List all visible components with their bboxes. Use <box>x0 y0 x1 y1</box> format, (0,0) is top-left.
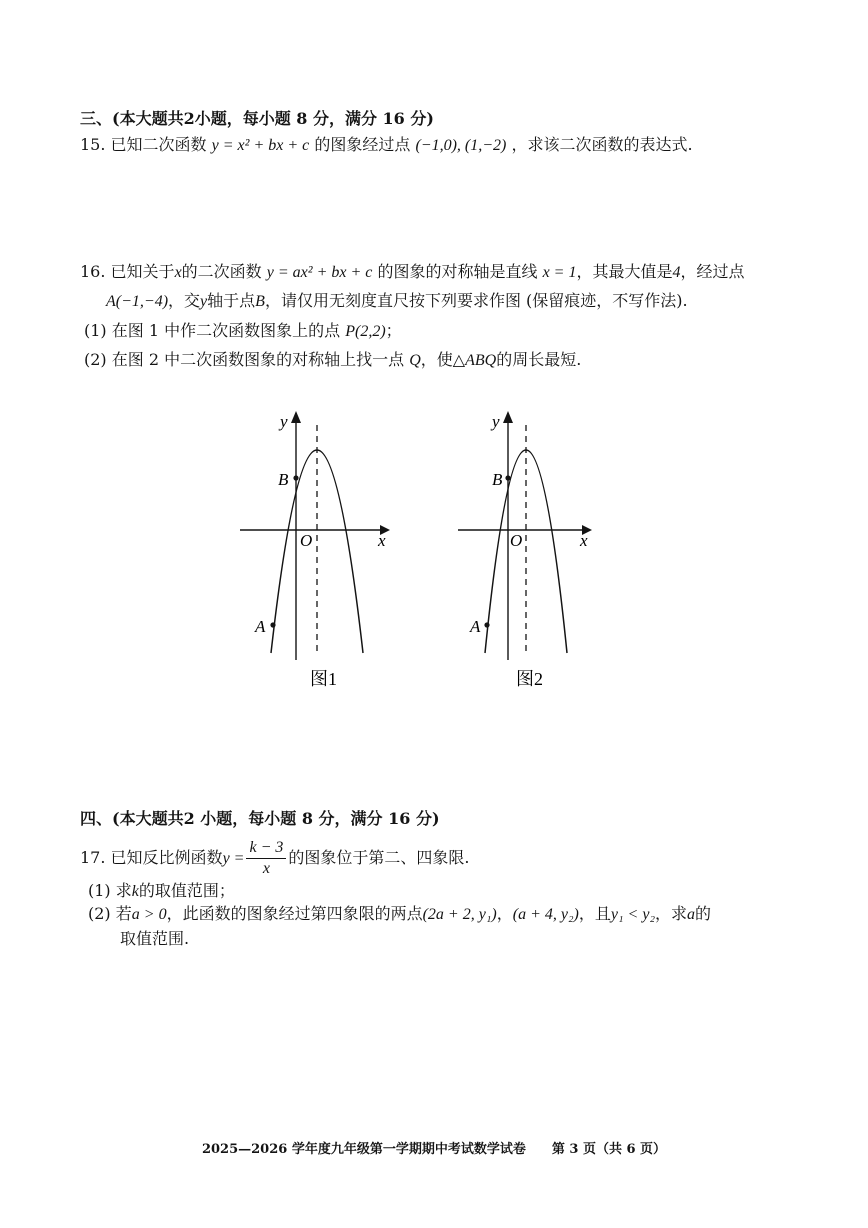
question-text: 在图 1 中作二次函数图象上的点 <box>111 321 341 340</box>
math-max: 4 <box>672 264 681 281</box>
math-point-2: (a + 4, y₂) <box>512 906 579 923</box>
question-number: 16. <box>80 262 106 281</box>
math-var: x <box>174 264 182 281</box>
part-number: (1) <box>88 881 111 900</box>
question-17-part-2-line-1 <box>88 903 711 926</box>
y-axis-label: y <box>492 412 500 431</box>
section-3-heading: 三、(本大题共2小题，每小题 8 分，满分 16 分) <box>80 109 434 128</box>
figure-1 <box>230 405 405 705</box>
math-axis: x = 1 <box>542 264 577 281</box>
question-text: ，请仅用无刻度直尺按下列要求作图 (保留痕迹，不写作法). <box>264 291 688 310</box>
question-text: ，使△ <box>420 350 466 369</box>
question-16-line-2 <box>106 290 688 313</box>
question-text: ，求该二次函数的表达式. <box>511 135 693 154</box>
math-formula: y = x² + bx + c <box>211 137 310 154</box>
page-footer: 2025—2026 学年度九年级第一学期期中考试数学试卷 第 3 页（共 6 页） <box>201 1142 667 1157</box>
math-point-b: B <box>255 293 265 310</box>
question-15 <box>80 134 693 157</box>
fraction-numerator: k − 3 <box>246 838 286 859</box>
origin-label: O <box>300 531 313 550</box>
figure-caption: 图2 <box>516 669 543 689</box>
part-number: (2) <box>88 904 111 923</box>
math-points: (−1,0), (1,−2) <box>415 137 507 154</box>
question-number: 17. <box>80 848 106 867</box>
point-a-label: A <box>470 617 481 636</box>
x-axis-label: x <box>378 531 386 550</box>
math-var: y <box>200 293 208 310</box>
question-text: 的周长最短. <box>496 350 582 369</box>
question-text: 的图象的对称轴是直线 <box>377 262 538 281</box>
question-16-part-1 <box>84 320 402 343</box>
question-text: ， <box>496 904 513 923</box>
math-point-q: Q <box>409 352 421 369</box>
question-text: 已知反比例函数 <box>110 848 223 867</box>
fraction <box>246 838 286 879</box>
question-text: ，且 <box>578 904 611 923</box>
question-17-part-1 <box>88 880 235 903</box>
point-b <box>293 475 298 480</box>
question-text: 在图 2 中二次函数图象的对称轴上找一点 <box>111 350 405 369</box>
question-text: 求 <box>115 881 132 900</box>
point-b-label: B <box>492 470 503 489</box>
question-text: 的 <box>695 904 712 923</box>
fraction-denominator: x <box>262 860 270 877</box>
math-var: k <box>131 883 139 900</box>
point-b <box>505 475 510 480</box>
math-point-1: (2a + 2, y₁) <box>422 906 497 923</box>
question-17 <box>80 836 469 881</box>
point-a-label: A <box>255 617 266 636</box>
y-axis-label: y <box>280 412 288 431</box>
math-inequality: y₁ < y₂ <box>610 906 655 923</box>
question-number: 15. <box>80 135 106 154</box>
figure-2 <box>448 405 623 705</box>
question-text: ，交 <box>168 291 201 310</box>
math-formula: y = ax² + bx + c <box>266 264 373 281</box>
question-16-part-2 <box>84 349 581 372</box>
question-text: 的图象经过点 <box>314 135 411 154</box>
question-text: 已知关于 <box>110 262 175 281</box>
math-point-p: P(2,2) <box>345 323 386 340</box>
question-16-line-1 <box>80 261 745 284</box>
question-text: 的图象位于第二、四象限. <box>288 848 470 867</box>
point-b-label: B <box>278 470 289 489</box>
math-point-a: A(−1,−4) <box>106 293 169 310</box>
question-text: ，求 <box>655 904 688 923</box>
question-text: 的取值范围； <box>138 881 235 900</box>
math-condition: a > 0 <box>131 906 167 923</box>
figure-caption: 图1 <box>310 669 337 689</box>
math-triangle: ABQ <box>465 352 497 369</box>
math-var: a <box>687 906 696 923</box>
question-text: 轴于点 <box>207 291 256 310</box>
question-text: ，经过点 <box>680 262 745 281</box>
question-text: 的二次函数 <box>181 262 262 281</box>
part-number: (1) <box>84 321 107 340</box>
question-text: 已知二次函数 <box>110 135 207 154</box>
part-number: (2) <box>84 350 107 369</box>
origin-label: O <box>510 531 523 550</box>
question-text: ； <box>385 321 402 340</box>
question-text: 若 <box>115 904 132 923</box>
point-a <box>270 622 275 627</box>
question-text: ，其最大值是 <box>576 262 673 281</box>
point-a <box>484 622 489 627</box>
question-text: ，此函数的图象经过第四象限的两点 <box>166 904 423 923</box>
math-lhs: y = <box>222 850 245 867</box>
x-axis-label: x <box>580 531 588 550</box>
question-17-part-2-line-2: 取值范围. <box>120 929 190 948</box>
section-4-heading: 四、(本大题共2 小题，每小题 8 分，满分 16 分) <box>80 809 440 828</box>
